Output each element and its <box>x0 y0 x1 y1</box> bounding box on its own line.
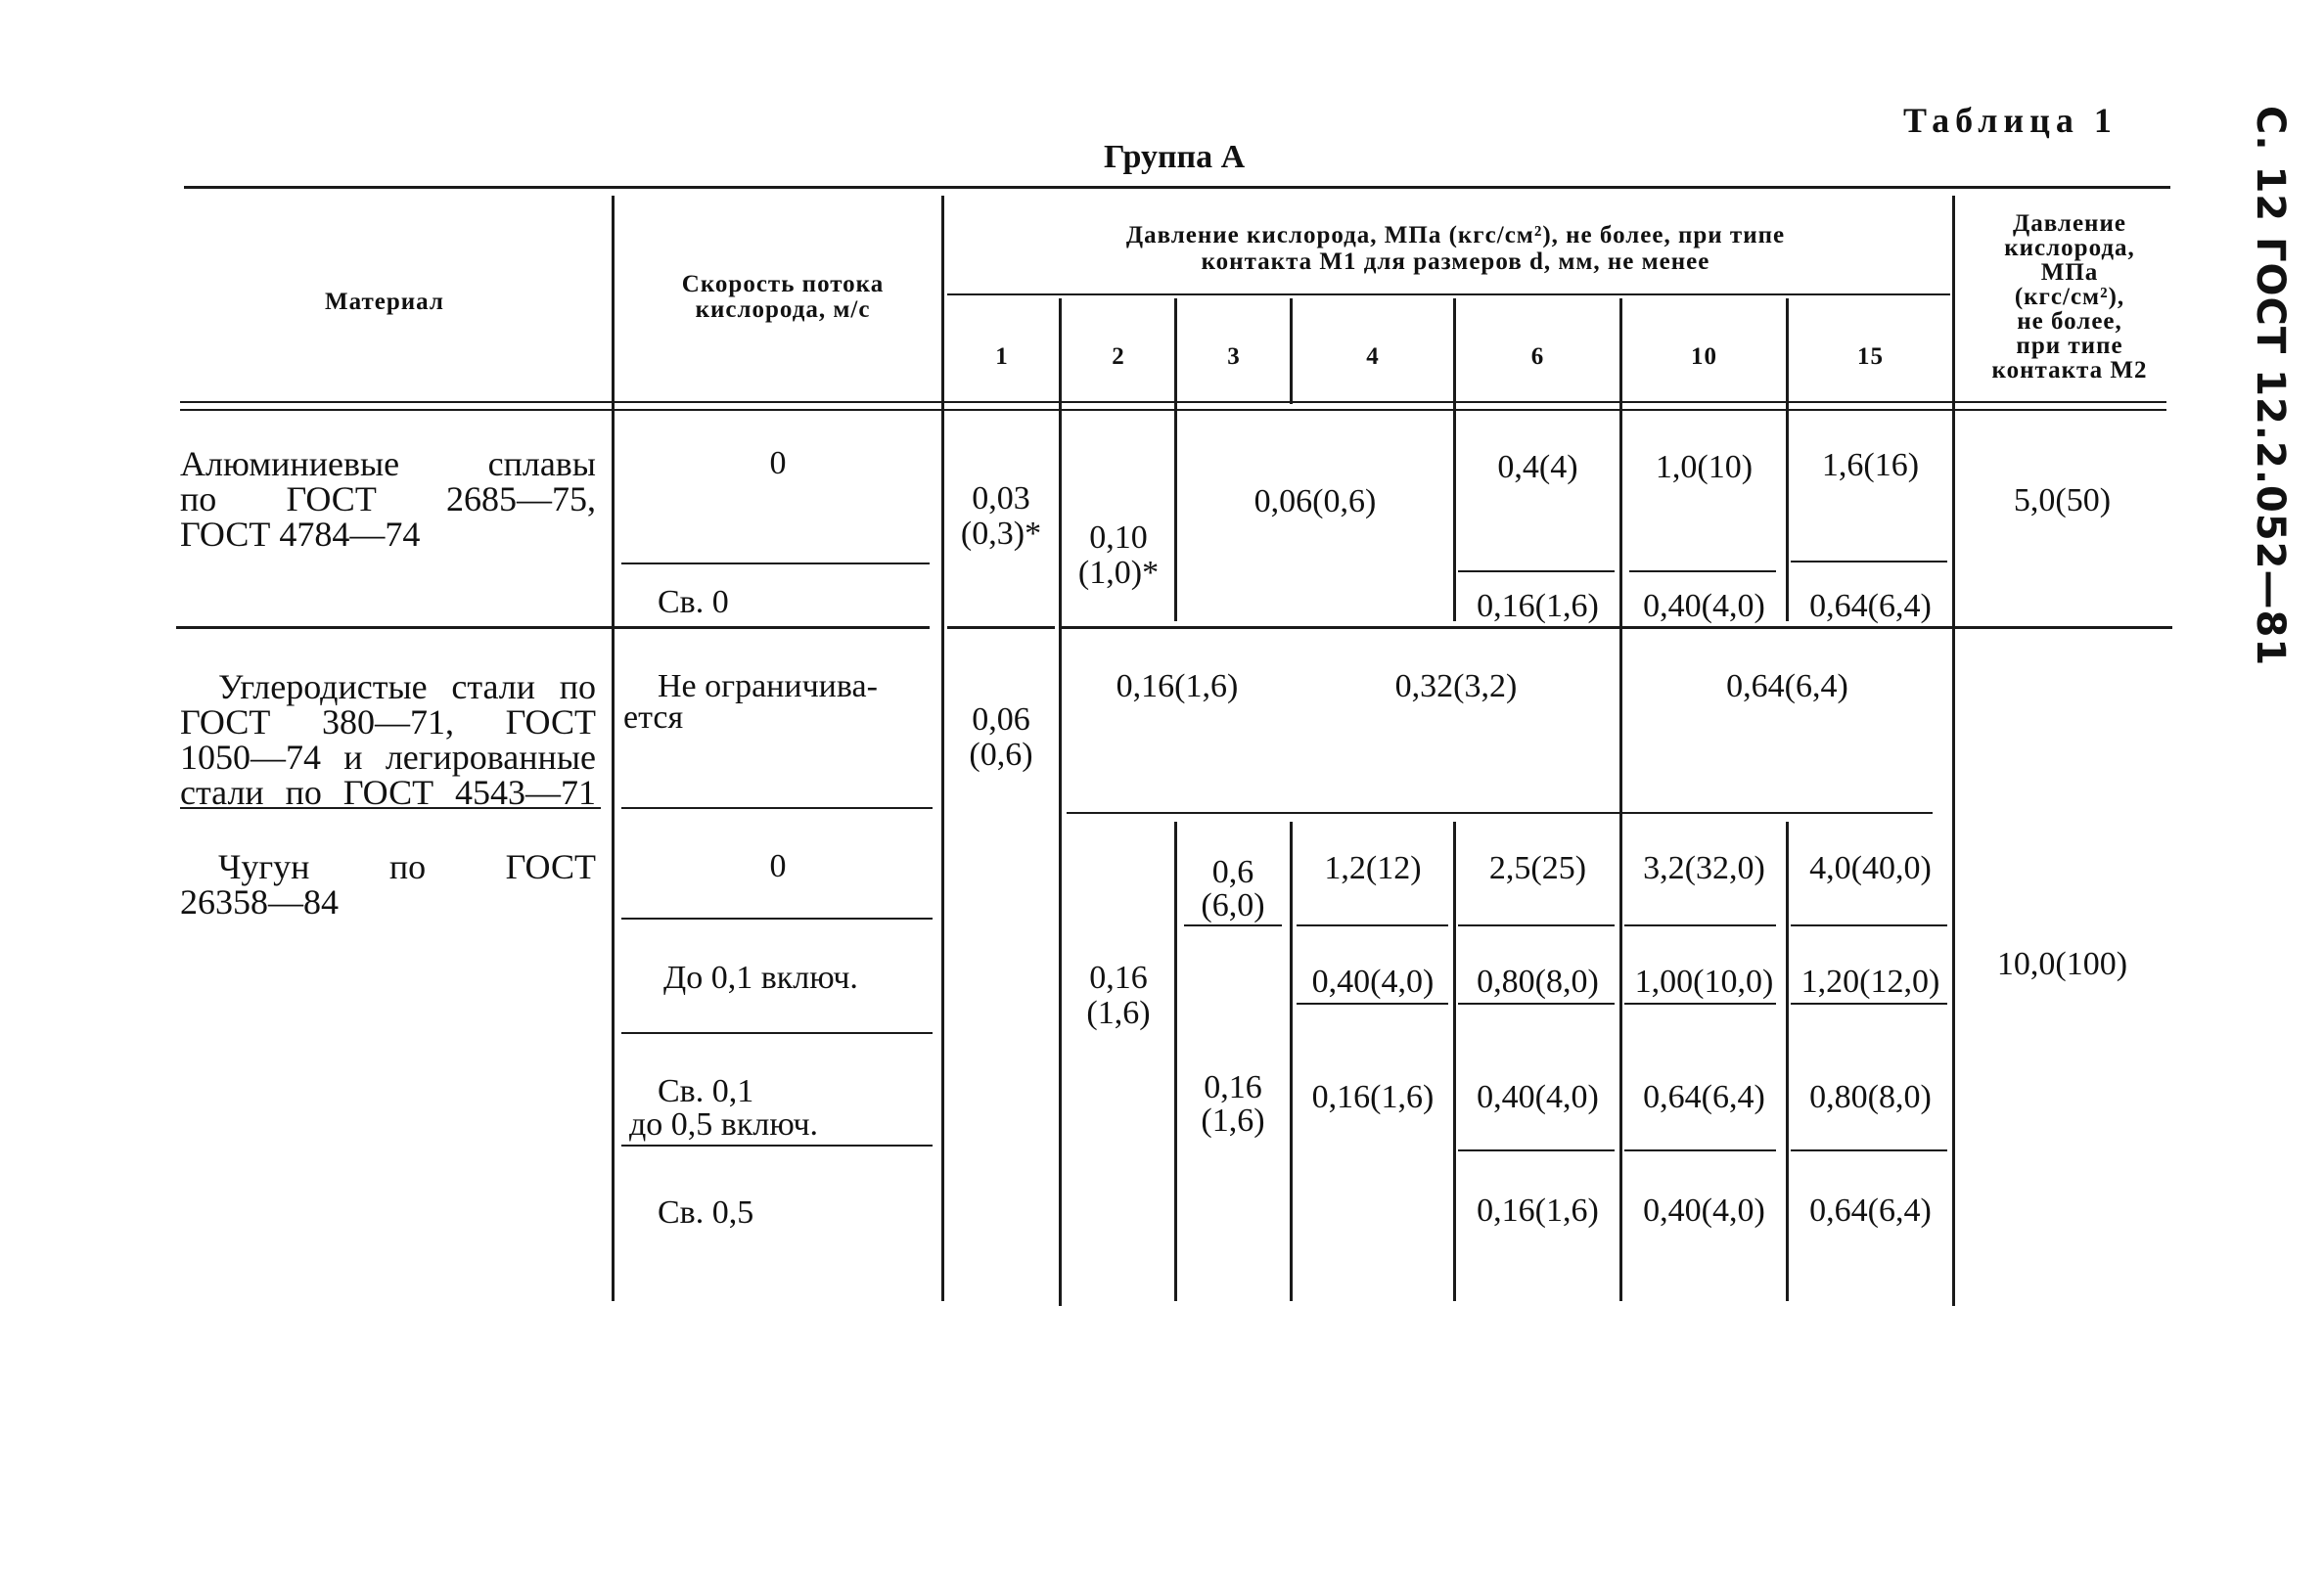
m1-header-divider <box>947 293 1950 295</box>
col-rule-d2-bottom <box>1174 822 1177 1301</box>
carbon-speed-line: Не ограничива- <box>658 668 878 704</box>
header-m2-line: при типе <box>2016 333 2123 359</box>
alu-d6-divider <box>1458 570 1615 572</box>
ci-speed-upto-01: До 0,1 включ. <box>663 960 858 996</box>
alu-material-line: Алюминиевые сплавы <box>180 444 596 483</box>
size-header-4: 4 <box>1366 343 1380 370</box>
col-rule-d10-bottom <box>1786 822 1789 1301</box>
table-top-rule <box>184 186 2170 189</box>
ci-d6-divider-3 <box>1458 1149 1615 1151</box>
carbon-speed-line: ется <box>623 699 684 736</box>
ci-r05-d15: 0,80(8,0) <box>1809 1079 1932 1115</box>
alu-d1-value: (0,3)* <box>960 516 1042 552</box>
size-header-10: 10 <box>1691 343 1717 370</box>
col-rule-d6 <box>1619 298 1622 1301</box>
ci-speed-divider-1 <box>621 918 933 920</box>
header-m2 <box>1967 211 2172 382</box>
group-title: Группа А <box>1104 139 1246 175</box>
alu-m2-value: 5,0(50) <box>2013 482 2112 518</box>
alu-d10-value-b: 0,40(4,0) <box>1643 588 1765 624</box>
alu-speed-divider <box>621 562 930 564</box>
size-header-1: 1 <box>995 343 1009 370</box>
col-rule-d1 <box>1059 298 1062 1306</box>
ci-d3-divider <box>1184 924 1282 926</box>
alu-speed-zero: 0 <box>769 445 787 481</box>
ci-speed-above-05: Св. 0,5 <box>658 1194 754 1231</box>
ci-r01-d15: 1,20(12,0) <box>1800 964 1940 1000</box>
ci-speed-above-01-line2: до 0,5 включ. <box>629 1106 819 1143</box>
carbon-material-line: Углеродистые стали по <box>218 667 596 706</box>
header-bottom-rule-2 <box>180 409 2166 411</box>
alu-d15-divider <box>1791 561 1947 562</box>
ci-d2-value: (1,6) <box>1086 995 1151 1031</box>
ci-rov-d6: 0,16(1,6) <box>1477 1192 1599 1229</box>
ci-r0-d10: 3,2(32,0) <box>1643 850 1765 886</box>
header-m2-line: МПа <box>2040 259 2099 286</box>
table-label: Таблица 1 <box>1903 101 2118 140</box>
ci-m2-value: 10,0(100) <box>1996 946 2128 982</box>
header-m2-line: кислорода, <box>2004 235 2135 261</box>
carbon-material-line: 1050—74 и легированные <box>180 738 596 777</box>
size-header-3: 3 <box>1227 343 1241 370</box>
ci-d15-divider-2 <box>1791 1003 1947 1005</box>
header-m1-line1: Давление кислорода, МПа (кгс/см²), не более, при типе <box>1125 222 1786 248</box>
col-rule-d15 <box>1952 196 1955 1306</box>
ci-r0-d4: 1,2(12) <box>1324 850 1422 886</box>
carbon-d2-d3-value: 0,16(1,6) <box>1116 668 1239 704</box>
alu-d10-value-a: 1,0(10) <box>1655 449 1754 485</box>
ci-d6-divider-1 <box>1458 924 1615 926</box>
alu-d6-value-a: 0,4(4) <box>1497 449 1578 485</box>
alu-material-line: по ГОСТ 2685—75, <box>180 479 596 518</box>
ci-r01-d10: 1,00(10,0) <box>1634 964 1774 1000</box>
col-rule-d3-bottom <box>1290 822 1293 1301</box>
carbon-values-divider <box>1067 812 1933 814</box>
ci-r01-d4: 0,40(4,0) <box>1311 964 1435 1000</box>
alu-row-rule-d1 <box>947 626 1055 629</box>
alu-row-rule-right <box>1062 626 2172 629</box>
alu-row-rule-left <box>176 626 930 629</box>
header-m1-line2: контакта М1 для размеров d, мм, не менее <box>1201 248 1710 275</box>
ci-r01-d6: 0,80(8,0) <box>1477 964 1599 1000</box>
alu-d2-value: 0,10 <box>1089 519 1148 556</box>
carbon-d4-d6-value: 0,32(3,2) <box>1394 668 1518 704</box>
ci-r0-d6: 2,5(25) <box>1488 850 1587 886</box>
ci-d10-divider-3 <box>1624 1149 1776 1151</box>
carbon-d1-value: (0,6) <box>969 737 1033 773</box>
alu-d3-d4-value: 0,06(0,6) <box>1253 483 1377 519</box>
ci-d4-divider-1 <box>1297 924 1448 926</box>
alu-d2-value: (1,0)* <box>1077 555 1160 591</box>
alu-d15-value-a: 1,6(16) <box>1821 447 1920 483</box>
ci-d4-divider-2 <box>1297 1003 1448 1005</box>
ci-d10-divider-1 <box>1624 924 1776 926</box>
header-m2-line: не более, <box>2017 308 2122 335</box>
col-rule-d4-bottom <box>1453 822 1456 1301</box>
header-material: Материал <box>325 289 444 315</box>
ci-d3-value-b: 0,16 <box>1204 1069 1262 1105</box>
ci-speed-zero: 0 <box>769 848 787 884</box>
alu-material-line: ГОСТ 4784—74 <box>180 515 421 554</box>
carbon-d1-value: 0,06 <box>972 701 1030 738</box>
ci-r05-d10: 0,64(6,4) <box>1643 1079 1765 1115</box>
ci-r0-d15: 4,0(40,0) <box>1809 850 1932 886</box>
size-header-2: 2 <box>1112 343 1125 370</box>
carbon-speed-divider <box>621 807 933 809</box>
carbon-material-line: ГОСТ 380—71, ГОСТ <box>180 702 596 742</box>
ci-r05-d4: 0,16(1,6) <box>1311 1079 1435 1115</box>
size-header-15: 15 <box>1857 343 1884 370</box>
ci-r05-d6: 0,40(4,0) <box>1477 1079 1599 1115</box>
ci-d6-divider-2 <box>1458 1003 1615 1005</box>
col-rule-d3-top <box>1290 298 1293 404</box>
col-rule-d10-top <box>1786 298 1789 621</box>
col-rule-material <box>612 196 615 1301</box>
ci-rov-d15: 0,64(6,4) <box>1809 1192 1932 1229</box>
ci-material-line: 26358—84 <box>180 882 339 922</box>
side-header: С. 12 ГОСТ 12.2.052—81 <box>2248 106 2293 667</box>
ci-speed-divider-2 <box>621 1032 933 1034</box>
header-m2-line: контакта М2 <box>1991 357 2148 383</box>
header-bottom-rule-1 <box>180 401 2166 403</box>
header-m2-line: Давление <box>2013 210 2126 237</box>
carbon-d10-d15-value: 0,64(6,4) <box>1726 668 1848 704</box>
ci-d3-value-a: 0,6 <box>1211 854 1254 890</box>
col-rule-d2-top <box>1174 298 1177 621</box>
col-rule-d4-top <box>1453 298 1456 621</box>
ci-d3-value-b: (1,6) <box>1201 1102 1265 1139</box>
ci-d10-divider-2 <box>1624 1003 1776 1005</box>
ci-d2-value: 0,16 <box>1089 960 1148 996</box>
ci-d15-divider-1 <box>1791 924 1947 926</box>
size-header-6: 6 <box>1530 343 1545 370</box>
header-m2-line: (кгс/см²), <box>2014 284 2125 310</box>
col-rule-speed <box>941 196 944 1301</box>
alu-speed-above-zero: Св. 0 <box>658 584 729 620</box>
alu-d6-value-b: 0,16(1,6) <box>1477 588 1599 624</box>
alu-d1-value: 0,03 <box>972 480 1030 517</box>
ci-speed-divider-3 <box>621 1145 933 1147</box>
ci-d15-divider-3 <box>1791 1149 1947 1151</box>
ci-material-line: Чугун по ГОСТ <box>218 847 596 886</box>
ci-rov-d10: 0,40(4,0) <box>1643 1192 1765 1229</box>
header-speed: Скорость потока кислорода, м/с <box>681 271 885 323</box>
alu-d15-value-b: 0,64(6,4) <box>1809 588 1932 624</box>
ci-d3-value-a: (6,0) <box>1201 887 1265 923</box>
carbon-material-line: стали по ГОСТ 4543—71 <box>180 773 596 812</box>
ci-speed-above-01-line1: Св. 0,1 <box>658 1073 754 1109</box>
alu-d10-divider <box>1629 570 1776 572</box>
